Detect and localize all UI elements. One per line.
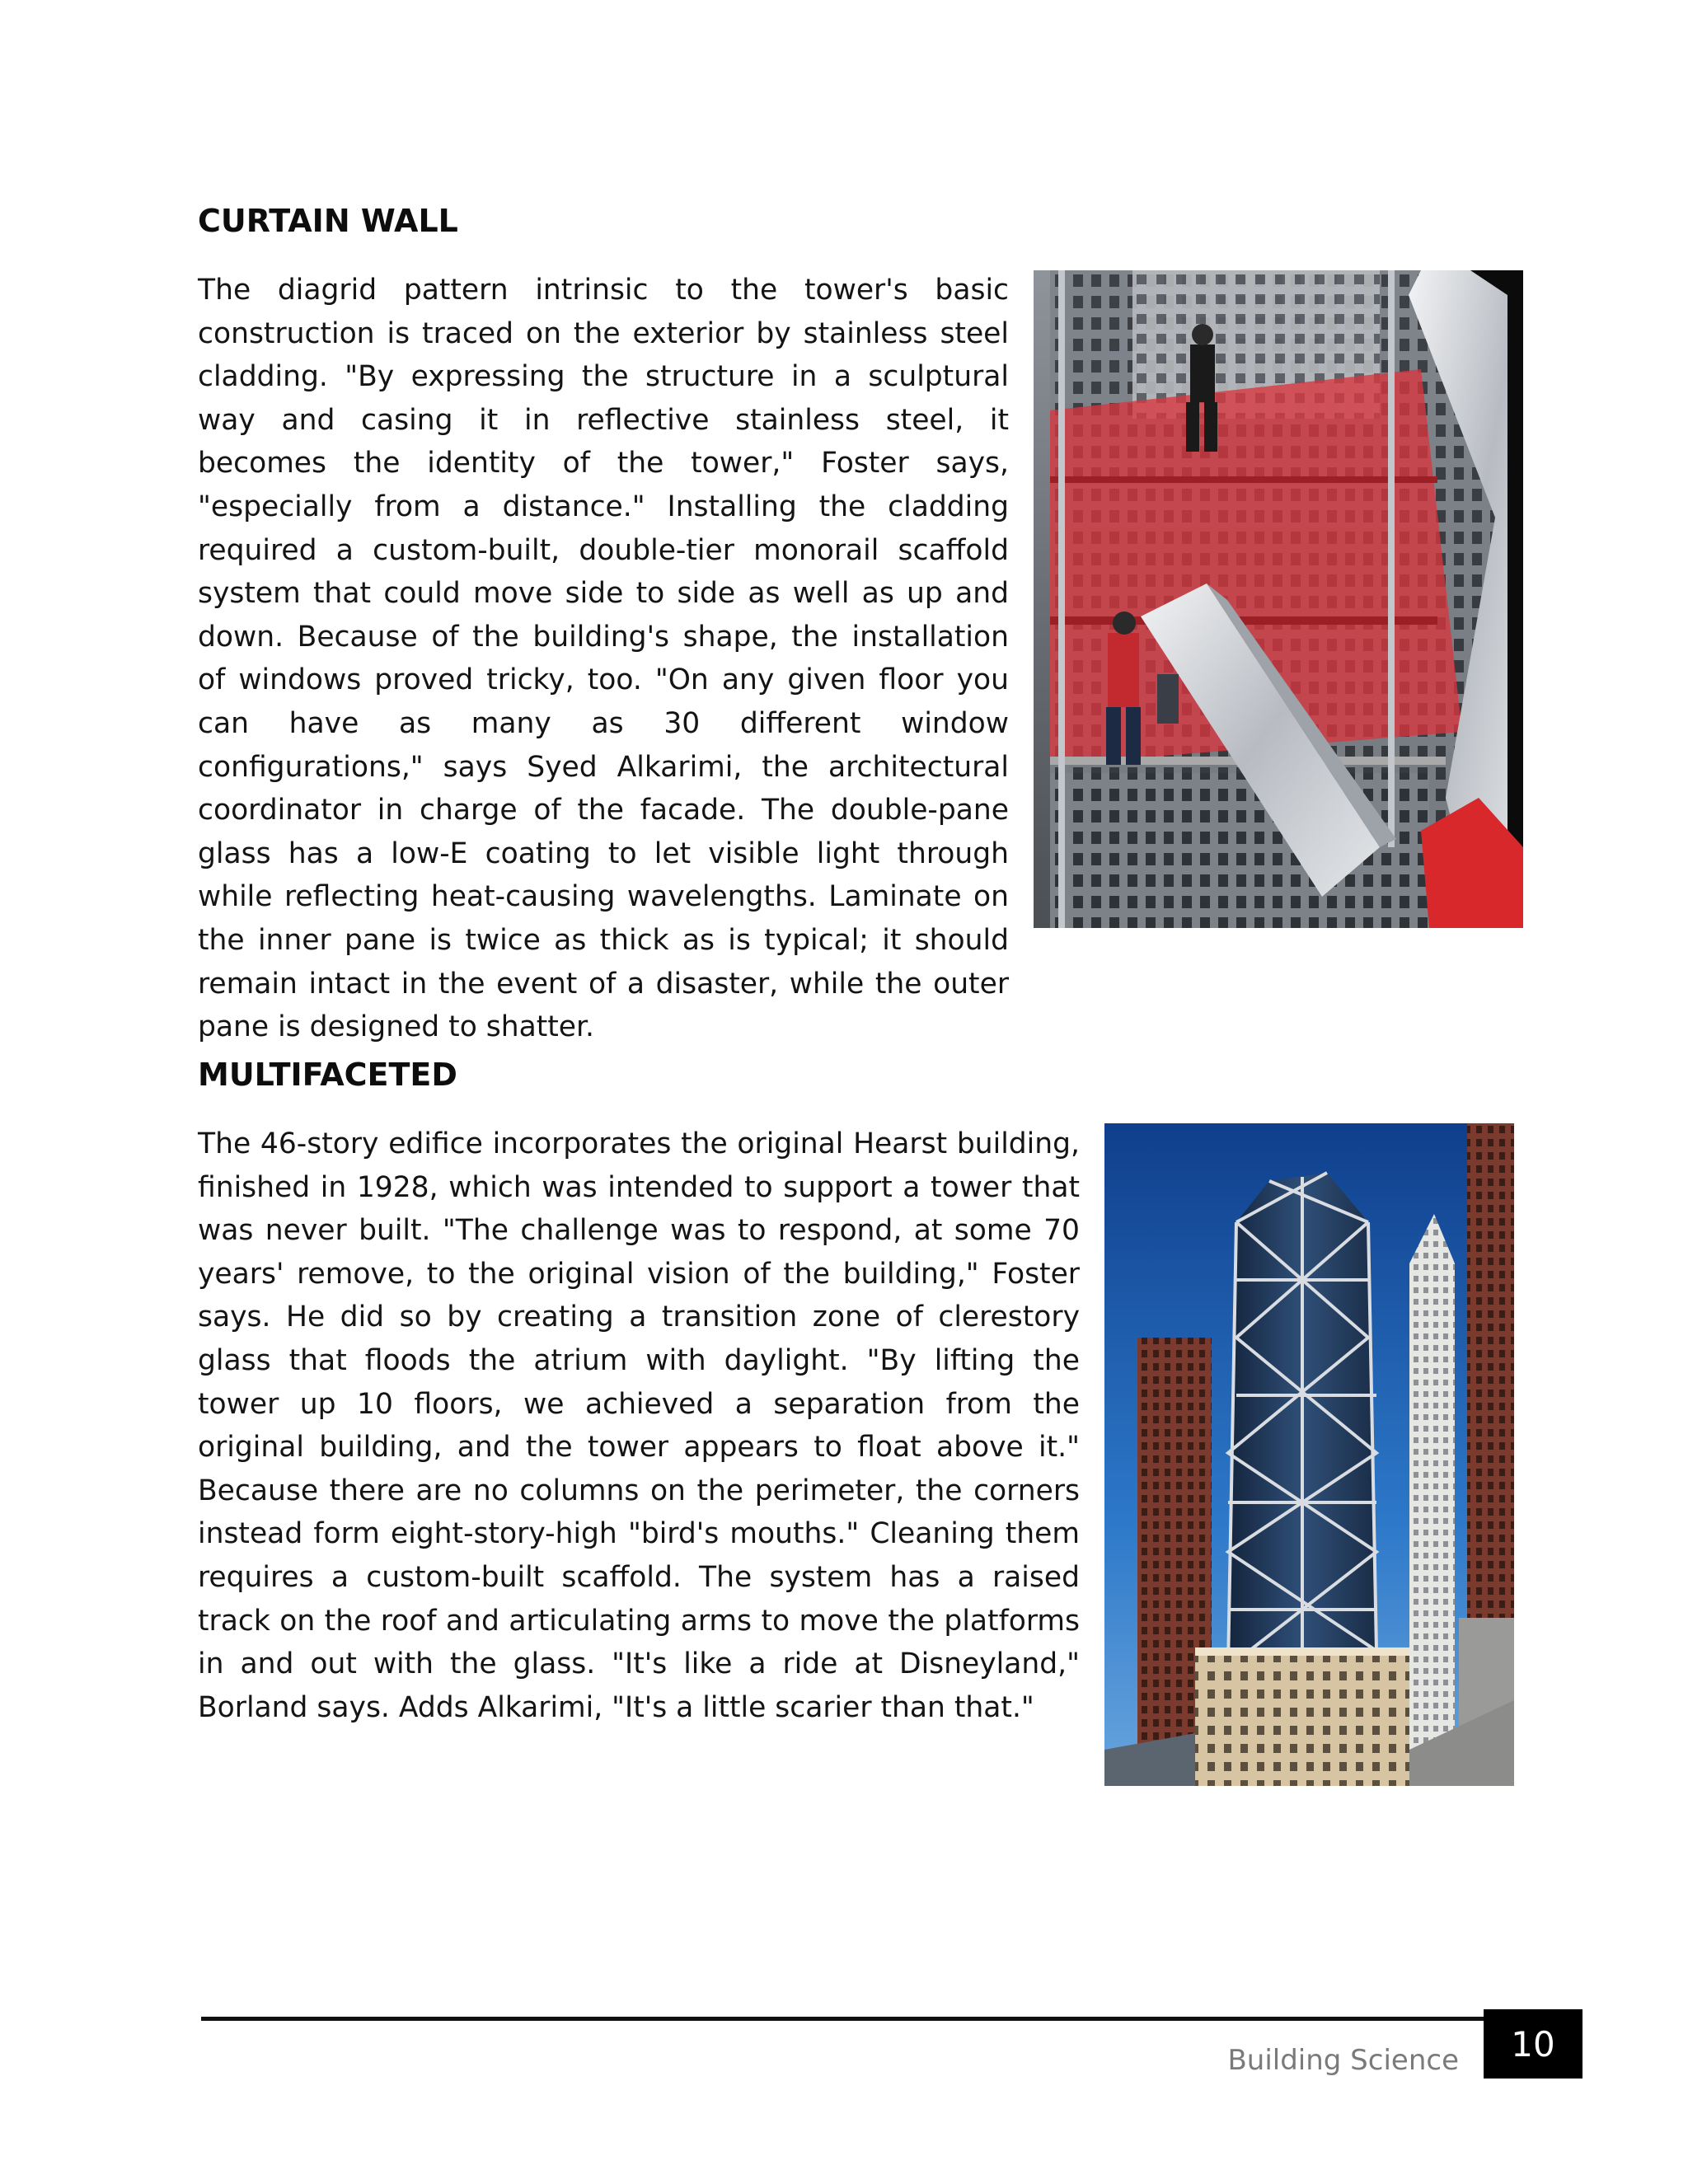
- page-number-box: [1484, 2009, 1582, 2079]
- footer-rule: [201, 2017, 1484, 2021]
- section-body-multifaceted: The 46-story edifice incorporates the original Hearst building, finished in 1928, which was intended to support a tower that was never built. "The challenge was to respond, at some 70 years' remove, to the original vision of the building," Foster says. He did so by creating a transition zone of clerestory glass that floods the atrium with daylight. "By lifting the tower up 10 floors, we achieved a separation from the original building, and the tower appears to float above it." Because there are no columns on the perimeter, the corners instead form eight-story-high "bird's mouths." Cleaning them requires a custom-built scaffold. The system has a raised track on the roof and articulating arms to move the platforms in and out with the glass. "It's like a ride at Disneyland," Borland says. Adds Alkarimi, "It's a little scarier than that.": [198, 1127, 1080, 1724]
- section-body-curtain-wall: The diagrid pattern intrinsic to the tower's basic construction is traced on the exterior by stainless steel cladding. "By expressing the structure in a sculptural way and casing it in reflective stainless steel, it becomes the identity of the tower," Foster says, "especially from a distance." Installing the cladding required a custom-built, double-tier monorail scaffold system that could move side to side as well as up and down. Because of the building's shape, the installation of windows proved tricky, too. "On any given floor you can have as many as 30 different window configurations," says Syed Alkarimi, the architectural coordinator in charge of the facade. The double-pane glass has a low-E coating to let visible light through while reflecting heat-causing wavelengths. Laminate on the inner pane is twice as thick as is typical; it should remain intact in the event of a disaster, while the outer pane is designed to shatter.: [198, 274, 1009, 1044]
- section-heading-curtain-wall: CURTAIN WALL: [198, 203, 458, 239]
- scaffold-installation-photo: [1034, 270, 1523, 928]
- page-number: 10: [1511, 2023, 1555, 2064]
- footer-title: Building Science: [1227, 2044, 1459, 2077]
- section-heading-multifaceted: MULTIFACETED: [198, 1057, 457, 1093]
- hearst-tower-photo: [1104, 1123, 1514, 1786]
